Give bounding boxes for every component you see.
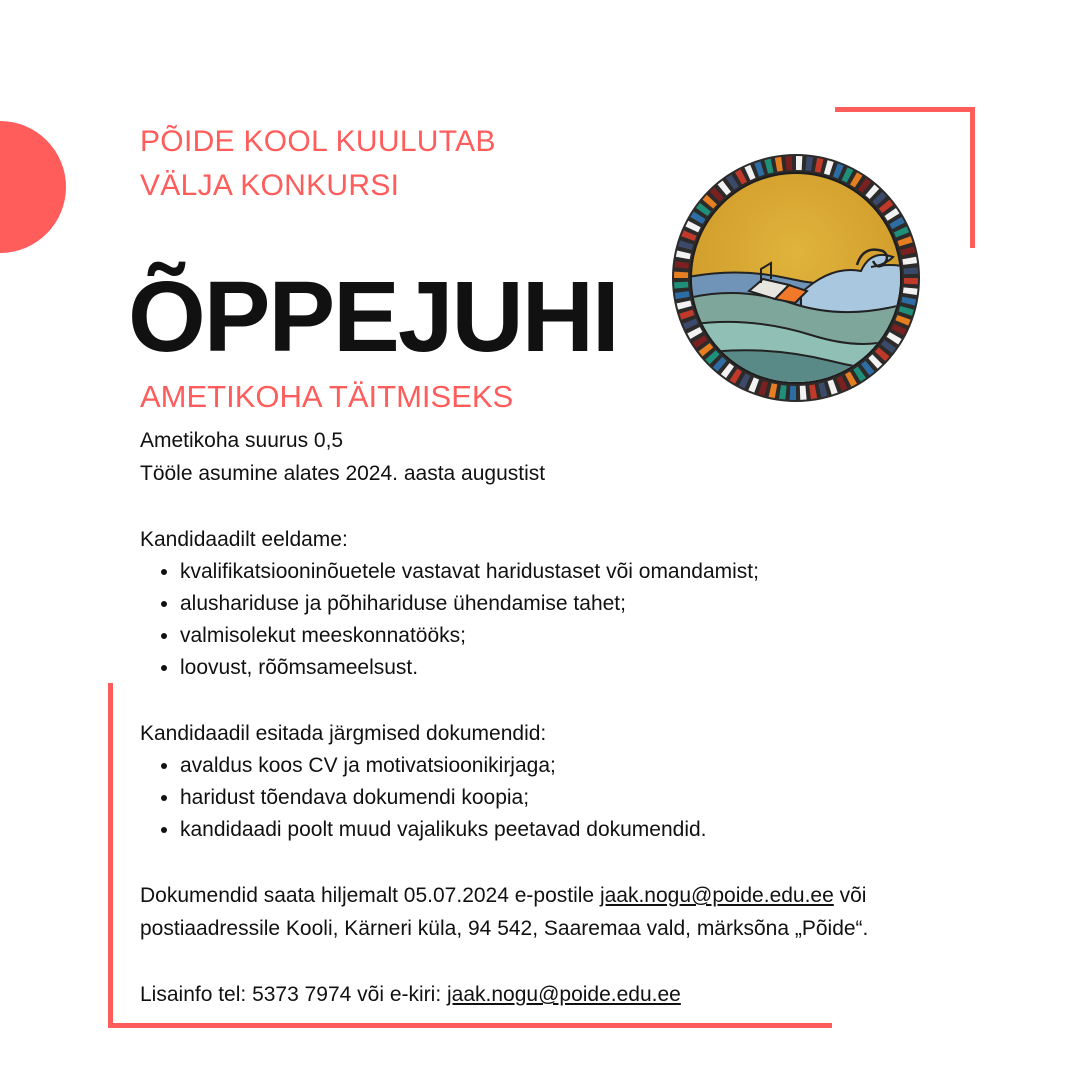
start-date: Tööle asumine alates 2024. aasta augustist bbox=[140, 462, 546, 485]
heading-line-1: PÕIDE KOOL KUULUTAB bbox=[140, 125, 496, 158]
requirements-list bbox=[140, 556, 1010, 684]
page-title: ÕPPEJUHI bbox=[128, 261, 618, 373]
logo-ring-stripe bbox=[674, 272, 688, 278]
list-item: • alushariduse ja põhihariduse ühendamise tahet; bbox=[180, 588, 1010, 620]
logo-ring-stripe bbox=[904, 278, 918, 284]
contact-email-link[interactable]: jaak.nogu@poide.edu.ee bbox=[447, 983, 681, 1006]
page-subtitle: AMETIKOHA TÄITMISEKS bbox=[140, 379, 514, 414]
list-item: • valmisolekut meeskonnatööks; bbox=[180, 620, 1010, 652]
contact-info bbox=[140, 978, 1010, 1011]
submission-text-after: või postiaadressile Kooli, Kärneri küla, 94 542, Saaremaa vald, märksõna „Põide“. bbox=[140, 884, 869, 940]
submission-info bbox=[140, 879, 1010, 945]
documents-list bbox=[140, 750, 1010, 846]
announcement-heading bbox=[140, 120, 496, 208]
list-item: • avaldus koos CV ja motivatsioonikirjaga; bbox=[180, 750, 1010, 782]
announcement-body bbox=[140, 424, 1010, 1011]
list-item: • kandidaadi poolt muud vajalikuks peetavad dokumendid. bbox=[180, 814, 1010, 846]
list-item: • kvalifikatsiooninõuetele vastavat haridustaset või omandamist; bbox=[180, 556, 1010, 588]
decorative-circle bbox=[0, 121, 66, 253]
requirements-label: Kandidaadilt eeldame: bbox=[140, 528, 348, 551]
school-logo bbox=[671, 153, 921, 403]
heading-line-2: VÄLJA KONKURSI bbox=[140, 169, 400, 202]
submission-text-before: Dokumendid saata hiljemalt 05.07.2024 e-postile bbox=[140, 884, 600, 907]
position-size: Ametikoha suurus 0,5 bbox=[140, 429, 344, 452]
submission-email-link[interactable]: jaak.nogu@poide.edu.ee bbox=[599, 884, 834, 907]
logo-ring-stripe bbox=[796, 156, 802, 170]
list-item: • haridust tõendava dokumendi koopia; bbox=[180, 782, 1010, 814]
documents-label: Kandidaadil esitada järgmised dokumendid: bbox=[140, 722, 547, 745]
contact-text-before: Lisainfo tel: 5373 7974 või e-kiri: bbox=[140, 983, 448, 1006]
logo-ring-stripe bbox=[790, 386, 796, 400]
list-item: • loovust, rõõmsameelsust. bbox=[180, 652, 1010, 684]
